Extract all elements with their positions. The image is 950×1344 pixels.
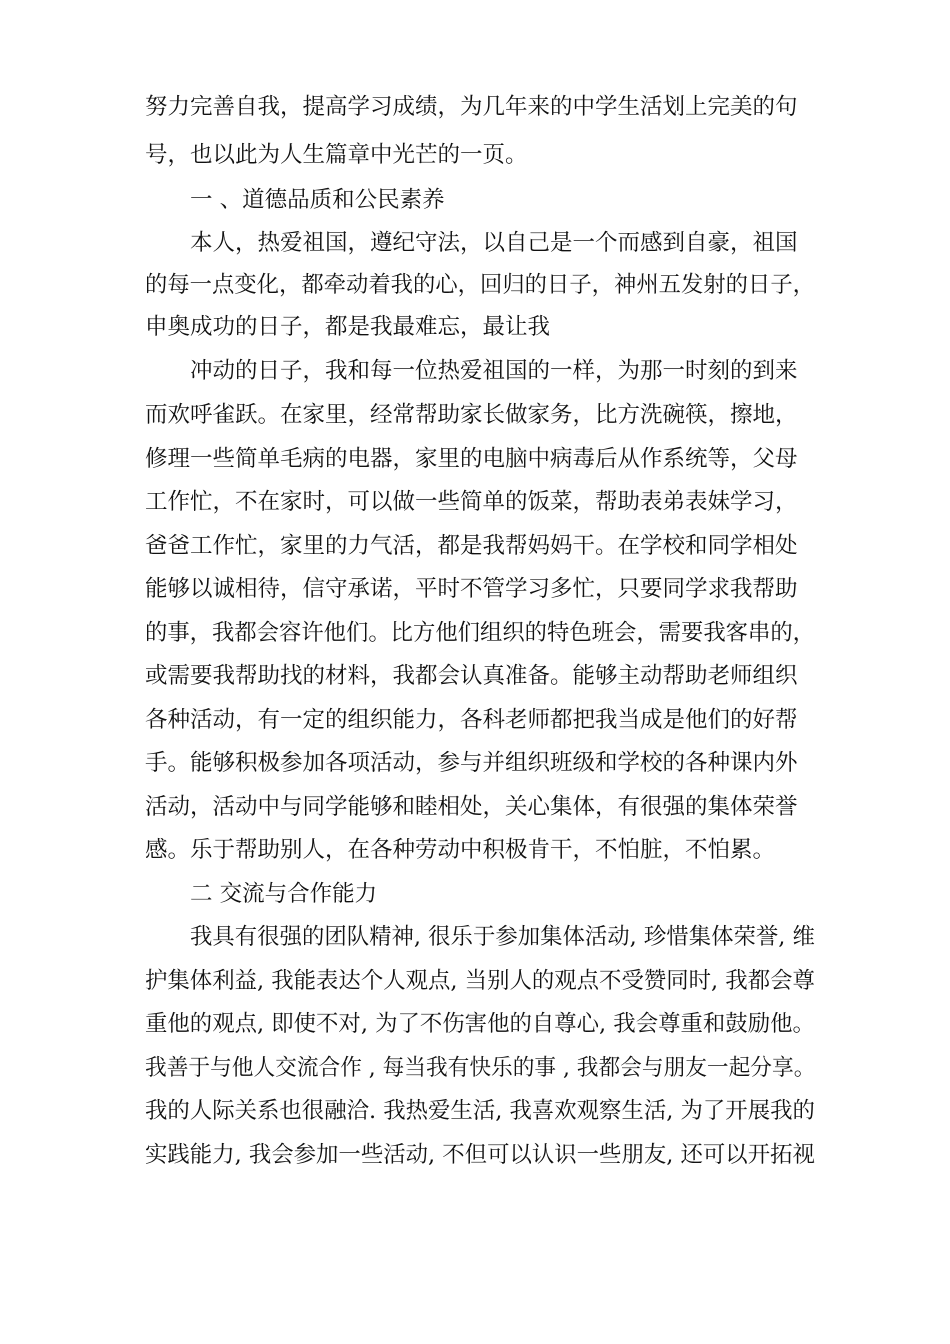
text-line: 申奥成功的日子，都是我最难忘，最让我: [145, 314, 551, 340]
text-line: 的事，我都会容许他们。比方他们组织的特色班会，需要我客串的，: [145, 620, 816, 646]
text-line: 爸爸工作忙，家里的力气活，都是我帮妈妈干。在学校和同学相处: [145, 533, 798, 559]
text-line: 重他的观点, 即使不对, 为了不伤害他的自尊心, 我会尊重和鼓励他。: [145, 1011, 815, 1037]
text-line: 或需要我帮助找的材料，我都会认真准备。能够主动帮助老师组织: [145, 663, 798, 689]
text-line: 手。能够积极参加各项活动，参与并组织班级和学校的各种课内外: [145, 750, 798, 776]
text-line: 我善于与他人交流合作 , 每当我有快乐的事 , 我都会与朋友一起分享。: [145, 1055, 816, 1081]
text-line: 的每一点变化，都牵动着我的心，回归的日子，神州五发射的日子，: [145, 272, 816, 298]
text-line: 修理一些简单毛病的电器，家里的电脑中病毒后从作系统等，父母: [145, 446, 798, 472]
text-line: 活动，活动中与同学能够和睦相处，关心集体，有很强的集体荣誉: [145, 794, 798, 820]
section-heading: 二 交流与合作能力: [190, 881, 378, 907]
text-line: 我具有很强的团队精神, 很乐于参加集体活动, 珍惜集体荣誉, 维: [190, 924, 815, 950]
text-line: 实践能力, 我会参加一些活动, 不但可以认识一些朋友, 还可以开拓视: [145, 1142, 815, 1168]
text-line: 能够以诚相待，信守承诺，平时不管学习多忙，只要同学求我帮助: [145, 576, 798, 602]
text-line: 而欢呼雀跃。在家里，经常帮助家长做家务，比方洗碗筷，擦地，: [145, 402, 798, 428]
text-line: 工作忙，不在家时，可以做一些简单的饭菜，帮助表弟表妹学习，: [145, 489, 798, 515]
section-heading: 一 、道德品质和公民素养: [190, 187, 445, 213]
text-line: 感。乐于帮助别人，在各种劳动中积极肯干，不怕脏，不怕累。: [145, 837, 776, 863]
text-line: 冲动的日子，我和每一位热爱祖国的一样，为那一时刻的到来: [190, 358, 798, 384]
text-line: 各种活动，有一定的组织能力，各科老师都把我当成是他们的好帮: [145, 707, 798, 733]
text-line: 我的人际关系也很融洽. 我热爱生活, 我喜欢观察生活, 为了开展我的: [145, 1098, 815, 1124]
text-line: 努力完善自我，提高学习成绩，为几年来的中学生活划上完美的句: [145, 94, 798, 120]
text-line: 号，也以此为人生篇章中光芒的一页。: [145, 142, 528, 168]
text-line: 护集体利益, 我能表达个人观点, 当别人的观点不受赞同时, 我都会尊: [145, 968, 815, 994]
text-line: 本人，热爱祖国，遵纪守法，以自己是一个而感到自豪，祖国: [190, 230, 798, 256]
